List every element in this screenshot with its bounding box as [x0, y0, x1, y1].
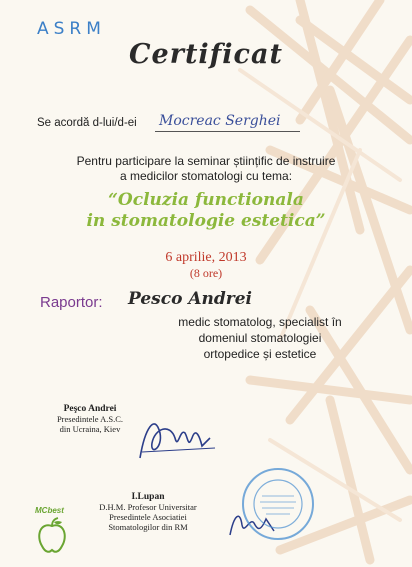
- signatory-name: Peşco Andrei: [63, 404, 117, 414]
- recipient-underline: [155, 131, 300, 132]
- speaker-desc-line: ortopedice și estetice: [203, 347, 317, 361]
- speaker-label: Raportor:: [40, 294, 103, 311]
- certificate-title: Certificat: [129, 39, 283, 70]
- course-intro: [0, 154, 412, 184]
- award-label: Se acordă d-lui/d-ei: [37, 117, 137, 129]
- brand-logo: ASRM: [37, 19, 106, 39]
- official-stamp-icon: [240, 466, 316, 542]
- speaker-desc-line: medic stomatolog, specialist în: [178, 315, 342, 329]
- logo-text: MCbest: [35, 506, 64, 515]
- signatory-name: I.Lupan: [131, 492, 165, 502]
- signatory-title: din Ucraina, Kiev: [59, 424, 121, 434]
- speaker-description: [160, 314, 360, 362]
- signatory-title: Presedintele A.S.C.: [56, 414, 124, 424]
- speaker-name: Pesco Andrei: [128, 289, 252, 309]
- signature-1-icon: [130, 408, 220, 468]
- signatory-title: Stomatologilor din RM: [108, 522, 188, 532]
- recipient-name: Mocreac Serghei: [159, 113, 281, 129]
- course-topic: [0, 190, 412, 232]
- speaker-desc-line: domeniul stomatologiei: [198, 331, 322, 345]
- signatory-2: [88, 492, 208, 532]
- signatory-title: D.H.M. Profesor Universitar: [99, 502, 197, 512]
- green-apple-logo-icon: [34, 516, 70, 556]
- signatory-1: [35, 404, 145, 434]
- signatory-title: Presedintele Asociatiei: [109, 512, 187, 522]
- intro-line: Pentru participare la seminar științific de instruire: [76, 154, 336, 168]
- course-date: 6 aprilie, 2013: [165, 250, 247, 265]
- course-hours: (8 ore): [189, 266, 223, 280]
- intro-line: a medicilor stomatologi cu tema:: [119, 169, 293, 183]
- topic-line: in stomatologie estetica”: [86, 211, 326, 231]
- topic-line: “Ocluzia functionala: [108, 190, 304, 210]
